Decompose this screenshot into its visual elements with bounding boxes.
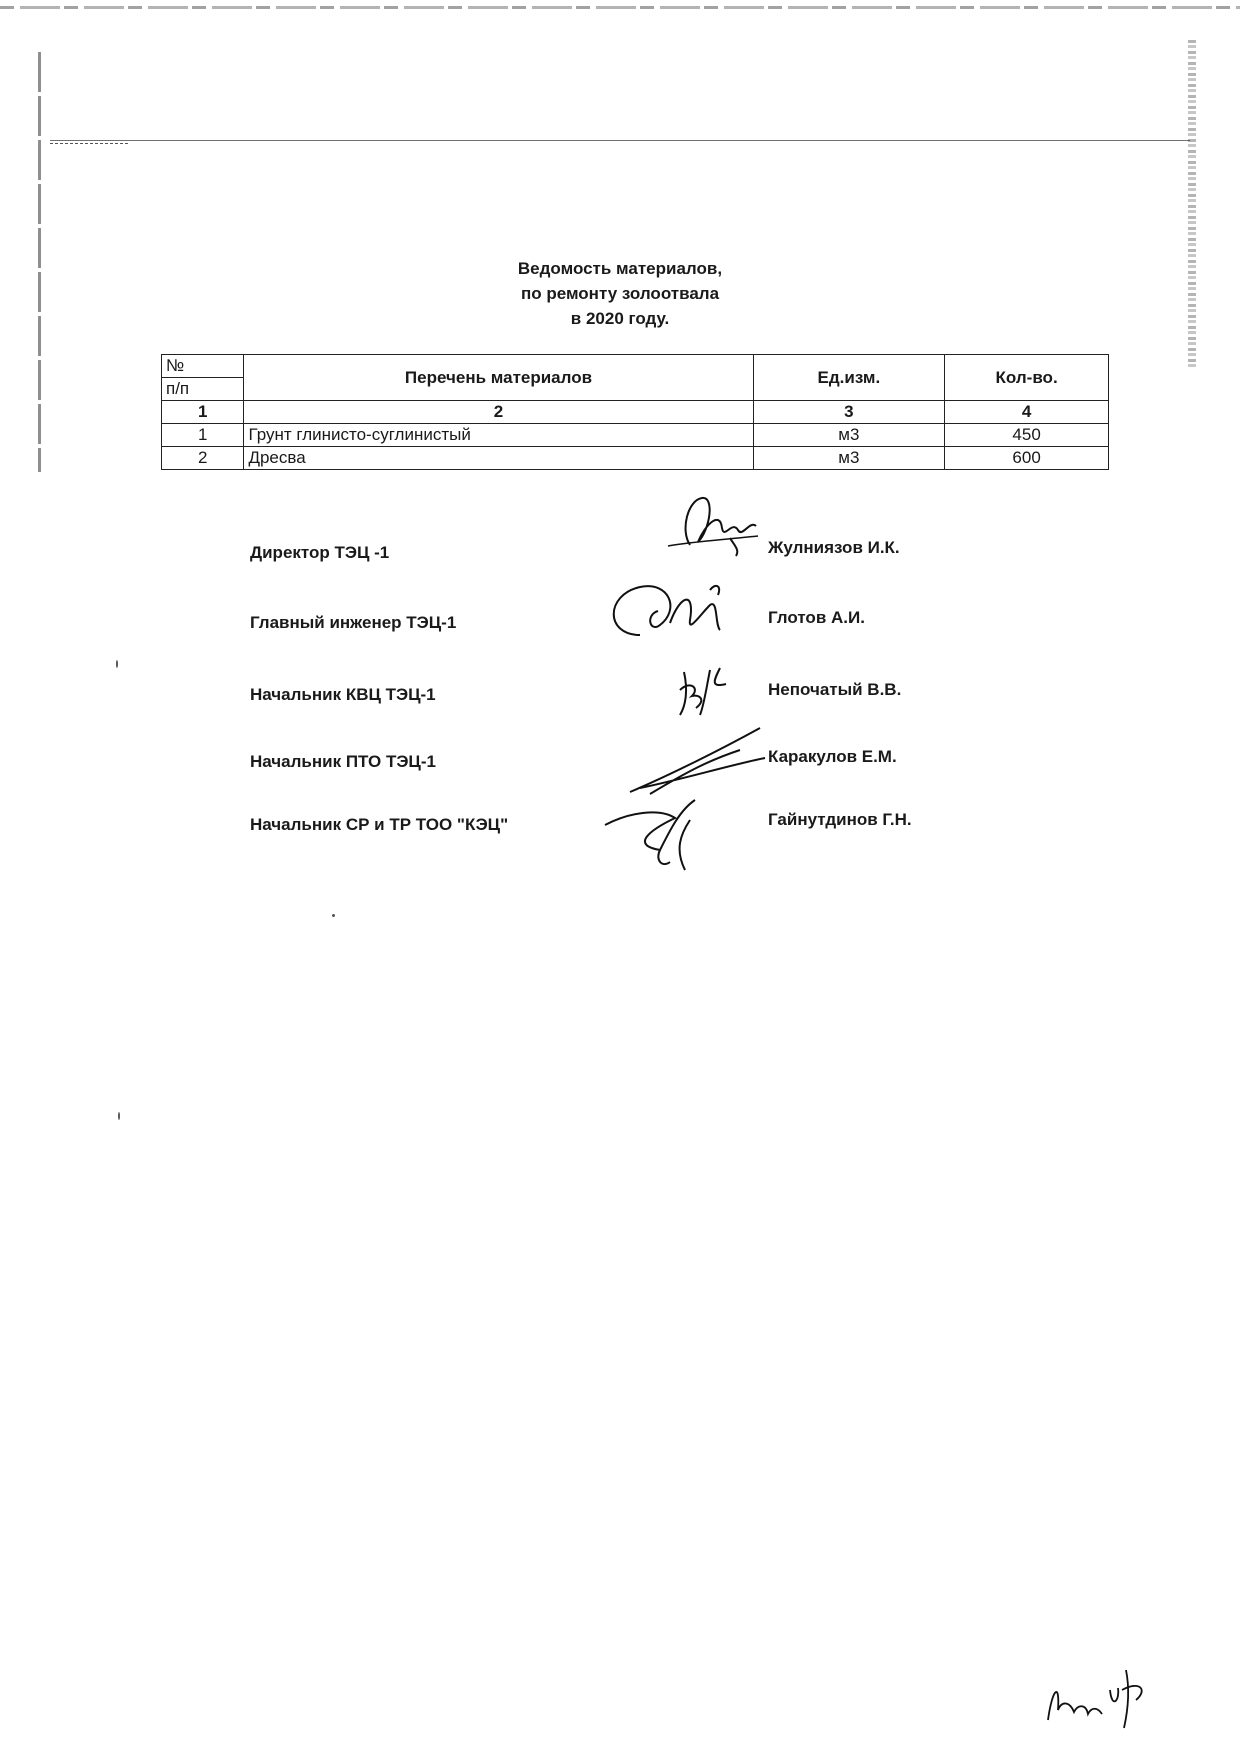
table-numbering-row <box>162 401 1109 424</box>
signatory-position: Начальник КВЦ ТЭЦ-1 <box>250 685 436 704</box>
signature-director <box>660 490 770 560</box>
header-rule <box>50 140 1190 141</box>
signatory-name: Жулниязов И.К. <box>768 538 900 557</box>
scan-speck <box>118 1112 120 1120</box>
signature-kvc-head <box>670 660 740 720</box>
signature-pto-head <box>620 720 770 800</box>
signatory-position: Начальник ПТО ТЭЦ-1 <box>250 752 436 771</box>
table-row <box>162 424 1109 447</box>
signatory-position: Главный инженер ТЭЦ-1 <box>250 613 457 632</box>
signatory-position: Директор ТЭЦ -1 <box>250 543 390 562</box>
numbering-cell: 2 <box>244 401 753 424</box>
corner-signature <box>1040 1660 1160 1730</box>
title-line-1: Ведомость материалов, <box>517 259 723 278</box>
row-num: 1 <box>162 424 244 447</box>
materials-table <box>161 354 1109 470</box>
numbering-cell: 3 <box>753 401 945 424</box>
numbering-cell: 1 <box>162 401 244 424</box>
row-material-name: Дресва <box>244 447 753 470</box>
row-material-name: Грунт глинисто-суглинистый <box>244 424 753 447</box>
scan-edge-top <box>0 6 1240 9</box>
scan-edge-right <box>1188 40 1196 370</box>
table-row <box>162 447 1109 470</box>
header-qty-cell: Кол-во. <box>945 355 1109 401</box>
signatory-name: Непочатый В.В. <box>768 680 902 699</box>
scan-speck <box>116 660 118 668</box>
row-qty: 450 <box>945 424 1109 447</box>
header-pp-cell: п/п <box>162 378 244 401</box>
signature-chief-engineer <box>600 575 750 650</box>
header-rule-dotted <box>50 143 130 144</box>
header-num-cell: № <box>162 355 244 378</box>
signature-sr-tr-head <box>600 790 720 875</box>
header-unit-cell: Ед.изм. <box>753 355 945 401</box>
row-num: 2 <box>162 447 244 470</box>
scan-edge-left <box>38 52 41 472</box>
document-title <box>470 256 770 331</box>
row-qty: 600 <box>945 447 1109 470</box>
signatory-position: Начальник СР и ТР ТОО "КЭЦ" <box>250 815 509 834</box>
signatory-name: Гайнутдинов Г.Н. <box>768 810 912 829</box>
title-line-2: по ремонту золоотвала <box>520 284 720 303</box>
scan-speck <box>332 914 335 917</box>
signatory-name: Глотов А.И. <box>768 608 865 627</box>
table-header-row <box>162 355 1109 378</box>
row-unit: м3 <box>753 447 945 470</box>
numbering-cell: 4 <box>945 401 1109 424</box>
row-unit: м3 <box>753 424 945 447</box>
header-materials-cell: Перечень материалов <box>244 355 753 401</box>
title-line-3: в 2020 году. <box>570 309 670 328</box>
signatory-name: Каракулов Е.М. <box>768 747 897 766</box>
